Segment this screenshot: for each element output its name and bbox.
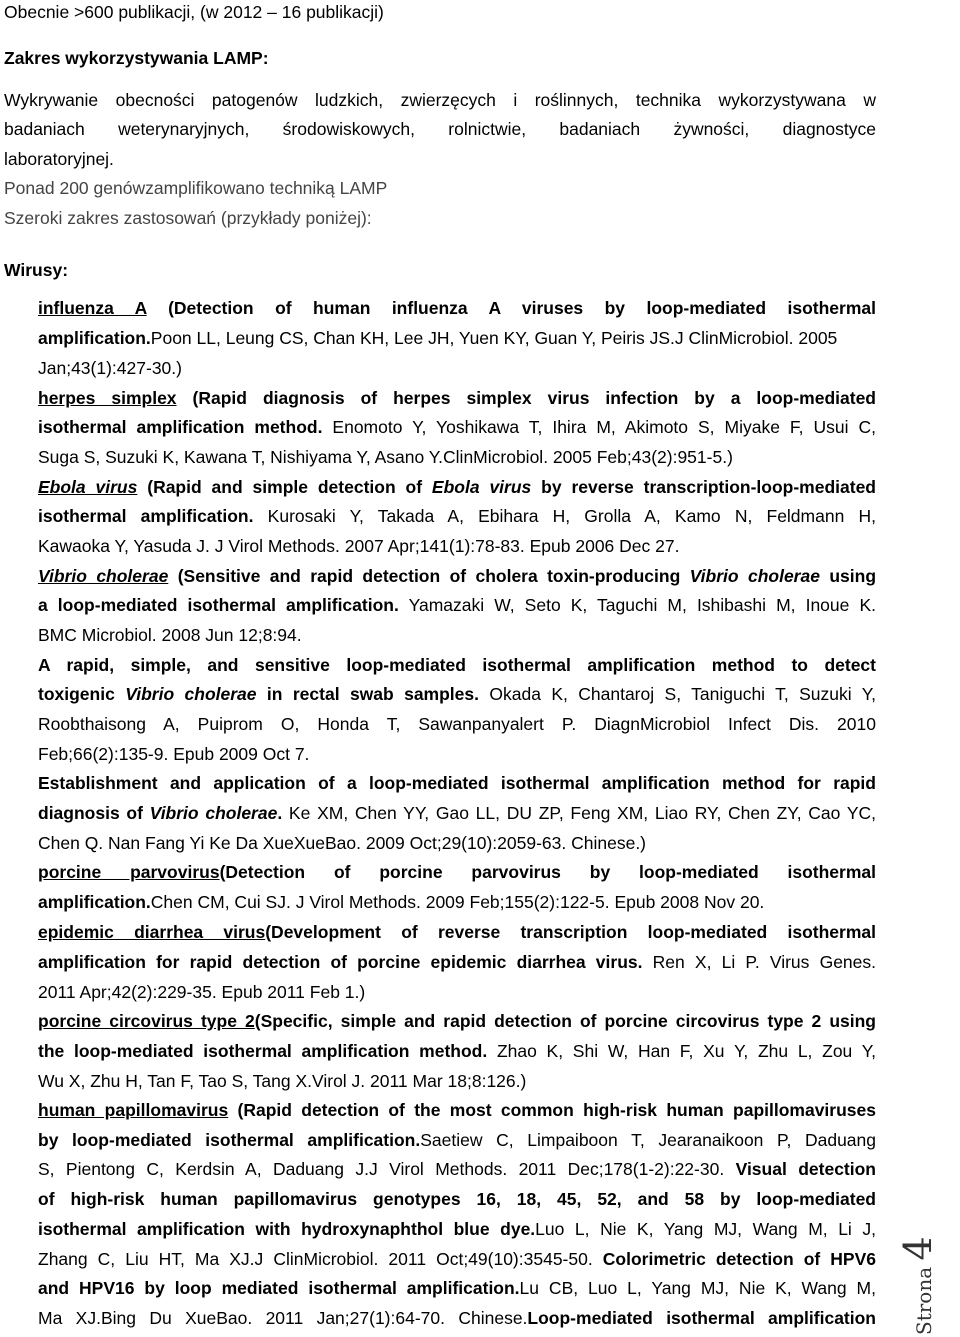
- list-item: Jan;43(1):427-30.): [38, 358, 182, 378]
- list-item: Feb;66(2):135-9. Epub 2009 Oct 7.: [38, 744, 310, 764]
- list-item: influenza A (Detection of human influenza A viruses by loop-mediated isothermal: [38, 298, 876, 318]
- list-item: Ebola virus (Rapid and simple detection of Ebola virus by reverse transcription-loop-mediated: [38, 477, 876, 497]
- list-item: Suga S, Suzuki K, Kawana T, Nishiyama Y, Asano Y.ClinMicrobiol. 2005 Feb;43(2):951-5.): [38, 447, 733, 467]
- list-item: Chen Q. Nan Fang Yi Ke Da XueXueBao. 2009 Oct;29(10):2059-63. Chinese.): [38, 833, 647, 853]
- list-item: by loop-mediated isothermal amplification.Saetiew C, Limpaiboon T, Jearanaikoon P, Daduang: [38, 1130, 876, 1150]
- page-footer: [896, 1150, 958, 1335]
- list-item: 2011 Apr;42(2):229-35. Epub 2011 Feb 1.): [38, 982, 366, 1002]
- list-item: isothermal amplification with hydroxynaphthol blue dye.Luo L, Nie K, Yang MJ, Wang M, Li J,: [38, 1219, 876, 1239]
- list-item: Zhang C, Liu HT, Ma XJ.J ClinMicrobiol. 2011 Oct;49(10):3545-50. Colorimetric detection of HPV6: [38, 1249, 876, 1269]
- list-item: S, Pientong C, Kerdsin A, Daduang J.J Virol Methods. 2011 Dec;178(1-2):22-30. Visual detection: [38, 1159, 876, 1179]
- list-item: porcine parvovirus(Detection of porcine parvovirus by loop-mediated isothermal: [38, 862, 876, 882]
- list-item: isothermal amplification. Kurosaki Y, Takada A, Ebihara H, Grolla A, Kamo N, Feldmann H,: [38, 506, 876, 526]
- list-item: human papillomavirus (Rapid detection of the most common high-risk human papillomaviruses: [38, 1100, 876, 1120]
- list-item: amplification.Chen CM, Cui SJ. J Virol Methods. 2009 Feb;155(2):122-5. Epub 2008 Nov 20.: [38, 892, 765, 912]
- section-heading-lamp: Zakres wykorzystywania LAMP:: [4, 48, 269, 68]
- list-item: amplification for rapid detection of porcine epidemic diarrhea virus. Ren X, Li P. Virus Genes.: [38, 952, 877, 972]
- list-item: and HPV16 by loop mediated isothermal amplification.Lu CB, Luo L, Yang MJ, Nie K, Wang M,: [38, 1278, 876, 1298]
- list-item: amplification.Poon LL, Leung CS, Chan KH, Lee JH, Yuen KY, Guan Y, Peiris JS.J ClinMicrobiol. 2005: [38, 328, 838, 348]
- list-item: toxigenic Vibrio cholerae in rectal swab samples. Okada K, Chantaroj S, Taniguchi T, Suzuki Y,: [38, 684, 877, 704]
- intro-line: badaniach weterynaryjnych, środowiskowych, rolnictwie, badaniach żywności, diagnostyce: [4, 119, 876, 139]
- list-item: BMC Microbiol. 2008 Jun 12;8:94.: [38, 625, 302, 645]
- page-number: 4: [896, 1236, 940, 1261]
- list-item: Roobthaisong A, Puiprom O, Honda T, Sawanpanyalert P. DiagnMicrobiol Infect Dis. 2010: [38, 714, 876, 734]
- intro-line: Ponad 200 genówzamplifikowano techniką LAMP: [4, 178, 388, 198]
- list-item: Wu X, Zhu H, Tan F, Tao S, Tang X.Virol J. 2011 Mar 18;8:126.): [38, 1071, 527, 1091]
- list-item: herpes simplex (Rapid diagnosis of herpes simplex virus infection by a loop-mediated: [38, 388, 876, 408]
- intro-line: Szeroki zakres zastosowań (przykłady poniżej):: [4, 208, 372, 228]
- list-item: Kawaoka Y, Yasuda J. J Virol Methods. 2007 Apr;141(1):78-83. Epub 2006 Dec 27.: [38, 536, 680, 556]
- list-item: Establishment and application of a loop-mediated isothermal amplification method for rapid: [38, 773, 876, 793]
- list-item: Ma XJ.Bing Du XueBao. 2011 Jan;27(1):64-70. Chinese.Loop-mediated isothermal amplification: [38, 1308, 876, 1328]
- section-heading-viruses: Wirusy:: [4, 260, 69, 280]
- list-item: of high-risk human papillomavirus genotypes 16, 18, 45, 52, and 58 by loop-mediated: [38, 1189, 876, 1209]
- intro-line: laboratoryjnej.: [4, 149, 114, 169]
- list-item: epidemic diarrhea virus(Development of reverse transcription loop-mediated isothermal: [38, 922, 876, 942]
- list-item: A rapid, simple, and sensitive loop-mediated isothermal amplification method to detect: [38, 655, 876, 675]
- list-item: the loop-mediated isothermal amplification method. Zhao K, Shi W, Han F, Xu Y, Zhu L, Zou Y,: [38, 1041, 876, 1061]
- intro-line: Wykrywanie obecności patogenów ludzkich, zwierzęcych i roślinnych, technika wykorzystywana w: [4, 90, 876, 110]
- list-item: Vibrio cholerae (Sensitive and rapid detection of cholera toxin-producing Vibrio cholerae using: [38, 566, 877, 586]
- list-item: porcine circovirus type 2(Specific, simple and rapid detection of porcine circovirus type 2 using: [38, 1011, 876, 1031]
- list-item: diagnosis of Vibrio cholerae. Ke XM, Chen YY, Gao LL, DU ZP, Feng XM, Liao RY, Chen ZY, Cao YC,: [38, 803, 876, 823]
- page-number-label: Strona 4: [896, 1236, 940, 1335]
- publication-count: Obecnie >600 publikacji, (w 2012 – 16 publikacji): [4, 2, 384, 22]
- list-item: isothermal amplification method. Enomoto Y, Yoshikawa T, Ihira M, Akimoto S, Miyake F, Usui C,: [38, 417, 876, 437]
- list-item: a loop-mediated isothermal amplification. Yamazaki W, Seto K, Taguchi M, Ishibashi M, Inoue K.: [38, 595, 876, 615]
